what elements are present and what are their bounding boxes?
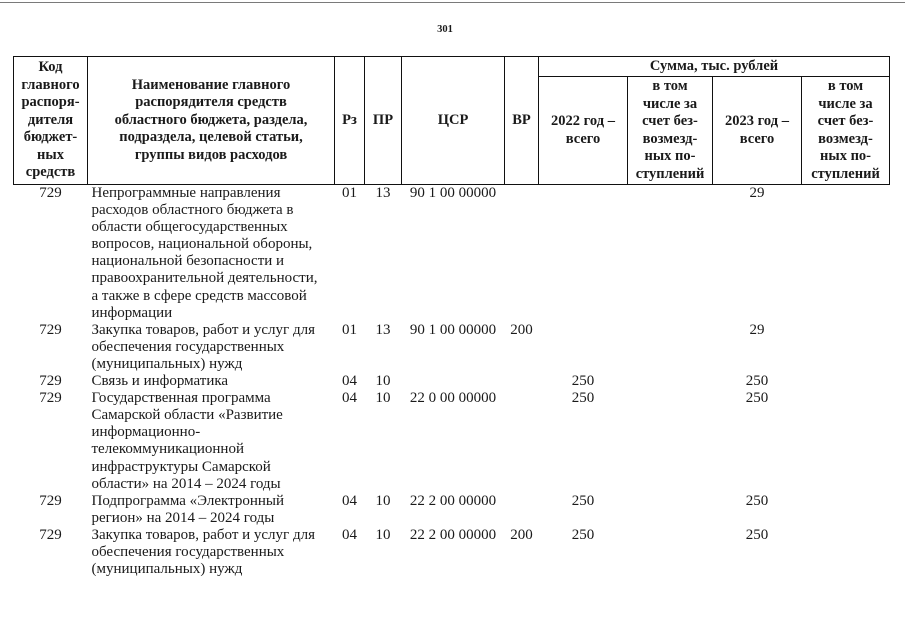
cell-2023-total: 29 bbox=[749, 321, 765, 338]
cell-vr bbox=[505, 185, 539, 322]
scan-edge-line bbox=[0, 2, 905, 3]
cell-name: Закупка товаров, работ и услуг для обеспечения государственных (муниципальных) нужд bbox=[91, 321, 315, 372]
cell-code: 729 bbox=[39, 321, 62, 338]
cell-pr: 13 bbox=[375, 185, 391, 201]
header-code: Код главного распоря- дителя бюджет- ных средств bbox=[14, 57, 88, 185]
cell-pr: 10 bbox=[375, 373, 391, 390]
cell-name: Государственная программа Самарской области «Развитие информационно- телекоммуникационной инфраструктуры Самарской области» на 2014 – 2024 годы bbox=[91, 390, 283, 492]
header-rz: Рз bbox=[335, 57, 365, 185]
header-2023-total: 2023 год – всего bbox=[713, 77, 802, 185]
cell-2023-total: 29 bbox=[749, 185, 765, 201]
cell-2023-total: 250 bbox=[745, 373, 769, 390]
header-sum-title: Сумма, тыс. рублей bbox=[539, 57, 890, 77]
cell-name: Закупка товаров, работ и услуг для обеспечения государственных (муниципальных) нужд bbox=[91, 526, 315, 578]
cell-2022-total: 250 bbox=[571, 526, 595, 543]
budget-table bbox=[13, 56, 890, 578]
cell-rz: 01 bbox=[342, 321, 357, 338]
cell-name: Связь и информатика bbox=[91, 373, 229, 390]
table-row bbox=[14, 390, 890, 493]
cell-pr: 10 bbox=[375, 390, 391, 407]
cell-name: Непрограммные направления расходов областного бюджета в области общегосударственных вопросов, национальной обороны, национальной безопасности и правоохранительной деятельности, а также в сфере средств массовой информации bbox=[91, 185, 318, 321]
header-csr: ЦСР bbox=[402, 57, 505, 185]
cell-pr: 13 bbox=[375, 321, 391, 338]
cell-rz: 04 bbox=[342, 373, 357, 390]
header-2023-free: в том числе за счет без- возмезд- ных по- ступлений bbox=[802, 77, 890, 185]
header-vr: ВР bbox=[505, 57, 539, 185]
header-2022-total: 2022 год – всего bbox=[539, 77, 628, 185]
cell-2022-total: 250 bbox=[571, 373, 595, 390]
cell-code: 729 bbox=[39, 492, 62, 509]
cell-vr bbox=[505, 373, 539, 390]
cell-vr: 200 bbox=[510, 321, 533, 338]
cell-2022-total: 250 bbox=[571, 390, 595, 407]
header-row-top bbox=[14, 57, 890, 77]
cell-vr bbox=[505, 493, 539, 527]
cell-csr bbox=[402, 373, 505, 390]
cell-2022-free bbox=[628, 322, 713, 373]
cell-2023-free bbox=[802, 185, 890, 322]
cell-2023-total: 250 bbox=[745, 492, 769, 509]
cell-2023-free bbox=[802, 493, 890, 527]
cell-2022-free bbox=[628, 527, 713, 578]
cell-2023-free bbox=[802, 322, 890, 373]
cell-rz: 04 bbox=[342, 390, 357, 407]
cell-csr: 90 1 00 00000 bbox=[409, 321, 497, 338]
cell-code: 729 bbox=[39, 373, 62, 390]
table-row bbox=[14, 373, 890, 390]
cell-2022-total: 250 bbox=[571, 492, 595, 509]
cell-2023-total: 250 bbox=[745, 526, 769, 543]
page-number: 301 bbox=[437, 24, 453, 35]
cell-2023-free bbox=[802, 527, 890, 578]
header-name: Наименование главного распорядителя средств областного бюджета, раздела, подраздела, целевой статьи, группы видов расходов bbox=[88, 57, 335, 185]
cell-code: 729 bbox=[39, 390, 62, 407]
table-row bbox=[14, 185, 890, 322]
cell-2023-free bbox=[802, 390, 890, 493]
cell-csr: 22 2 00 00000 bbox=[409, 526, 497, 543]
cell-2022-total bbox=[539, 322, 628, 373]
header-pr: ПР bbox=[365, 57, 402, 185]
cell-code: 729 bbox=[39, 526, 62, 543]
table-body bbox=[14, 185, 890, 579]
cell-csr: 22 2 00 00000 bbox=[409, 492, 497, 509]
table-row bbox=[14, 322, 890, 373]
header-2022-free: в том числе за счет без- возмезд- ных по- ступлений bbox=[628, 77, 713, 185]
cell-2023-free bbox=[802, 373, 890, 390]
cell-csr: 90 1 00 00000 bbox=[409, 185, 497, 201]
cell-rz: 04 bbox=[342, 492, 357, 509]
cell-pr: 10 bbox=[375, 526, 391, 543]
cell-2023-total: 250 bbox=[745, 390, 769, 407]
cell-2022-free bbox=[628, 185, 713, 322]
cell-name: Подпрограмма «Электронный регион» на 2014 – 2024 годы bbox=[91, 492, 284, 526]
cell-csr: 22 0 00 00000 bbox=[409, 390, 497, 407]
cell-2022-total bbox=[539, 185, 628, 322]
cell-vr: 200 bbox=[510, 526, 533, 543]
cell-vr bbox=[505, 390, 539, 493]
cell-2022-free bbox=[628, 493, 713, 527]
table-row bbox=[14, 527, 890, 578]
table-row bbox=[14, 493, 890, 527]
cell-rz: 01 bbox=[342, 185, 357, 201]
cell-code: 729 bbox=[39, 185, 62, 201]
cell-2022-free bbox=[628, 390, 713, 493]
cell-rz: 04 bbox=[342, 526, 357, 543]
table-header bbox=[14, 57, 890, 185]
cell-2022-free bbox=[628, 373, 713, 390]
cell-pr: 10 bbox=[375, 492, 391, 509]
